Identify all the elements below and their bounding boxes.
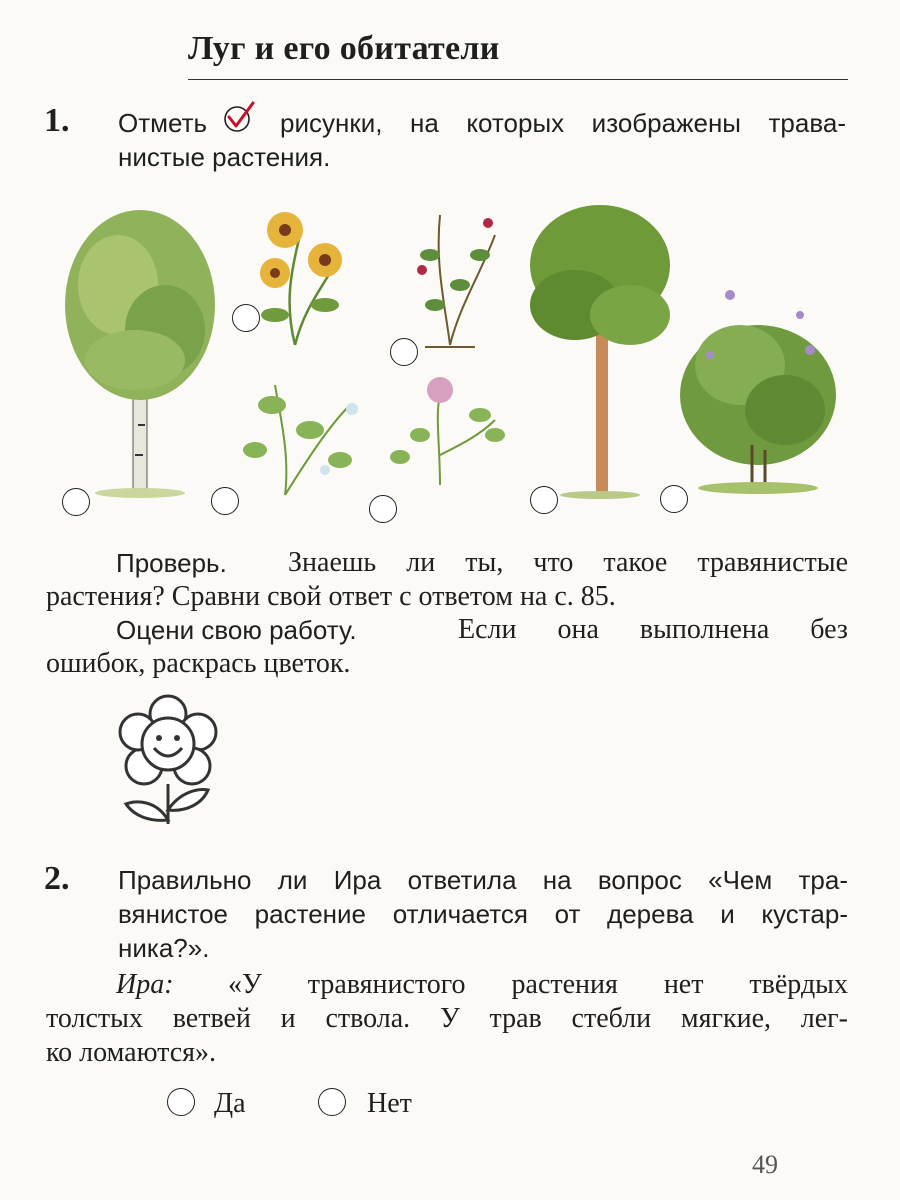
task-2-text <box>118 863 848 965</box>
pine-answer-circle[interactable] <box>530 486 558 514</box>
clover-icon <box>390 377 505 485</box>
task-2-line2: вянистое растение отличается от дерева и кустар- <box>118 899 848 929</box>
check-label: Проверь. <box>116 548 227 578</box>
task-1-number: 1. <box>44 102 70 139</box>
quote-line2: толстых ветвей и ствола. У трав стебли мягкие, лег- <box>46 1003 848 1034</box>
pansy-flowers-icon <box>260 212 342 345</box>
plants-illustration <box>40 195 860 535</box>
task-2-number: 2. <box>44 860 70 897</box>
title-underline <box>188 79 848 80</box>
task-1-word-mark: Отметь <box>118 108 208 138</box>
task-1-line2: нистые растения. <box>118 142 331 172</box>
check-line2: растения? Сравни свой ответ с ответом на с. 85. <box>46 581 616 612</box>
clover-answer-circle[interactable] <box>369 495 397 523</box>
ira-answer <box>46 968 848 1070</box>
pansy-answer-circle[interactable] <box>232 304 260 332</box>
birch-answer-circle[interactable] <box>62 488 90 516</box>
evaluate-line1-rest: Если она выполнена без <box>458 614 848 645</box>
pea-answer-circle[interactable] <box>211 487 239 515</box>
task-2-line3: ника?». <box>118 933 210 963</box>
task-2-line1: Правильно ли Ира ответила на вопрос «Чем тра- <box>118 865 848 895</box>
option-no-circle[interactable] <box>318 1088 346 1116</box>
page-title: Луг и его обитатели <box>188 30 500 67</box>
lingonberry-answer-circle[interactable] <box>390 338 418 366</box>
task-1-text <box>118 106 846 176</box>
evaluate-line2: ошибок, раскрась цветок. <box>46 648 351 679</box>
page-number: 49 <box>752 1150 778 1179</box>
task-1-line1-rest: рисунки, на которых изображены трава- <box>280 108 846 138</box>
pea-plant-icon <box>243 385 358 495</box>
check-line1-rest: Знаешь ли ты, что такое травянистые <box>288 547 848 578</box>
ira-label: Ира: <box>116 969 174 1000</box>
lilac-bush-icon <box>680 290 836 494</box>
birch-tree-icon <box>65 210 215 498</box>
lilac-answer-circle[interactable] <box>660 485 688 513</box>
evaluate-paragraph <box>46 613 848 683</box>
option-no-label[interactable]: Нет <box>367 1088 412 1119</box>
smiling-flower-icon[interactable] <box>116 692 220 830</box>
check-paragraph <box>46 546 848 616</box>
option-yes-label[interactable]: Да <box>214 1088 246 1119</box>
evaluate-label: Оцени свою работу. <box>116 615 357 645</box>
option-yes-circle[interactable] <box>167 1088 195 1116</box>
quote-line1: «У травянистого растения нет твёрдых <box>228 969 848 1000</box>
lingonberry-icon <box>417 215 495 347</box>
quote-line3: ко ломаются». <box>46 1037 217 1068</box>
check-mark-icon <box>222 100 256 134</box>
pine-tree-icon <box>530 205 670 499</box>
